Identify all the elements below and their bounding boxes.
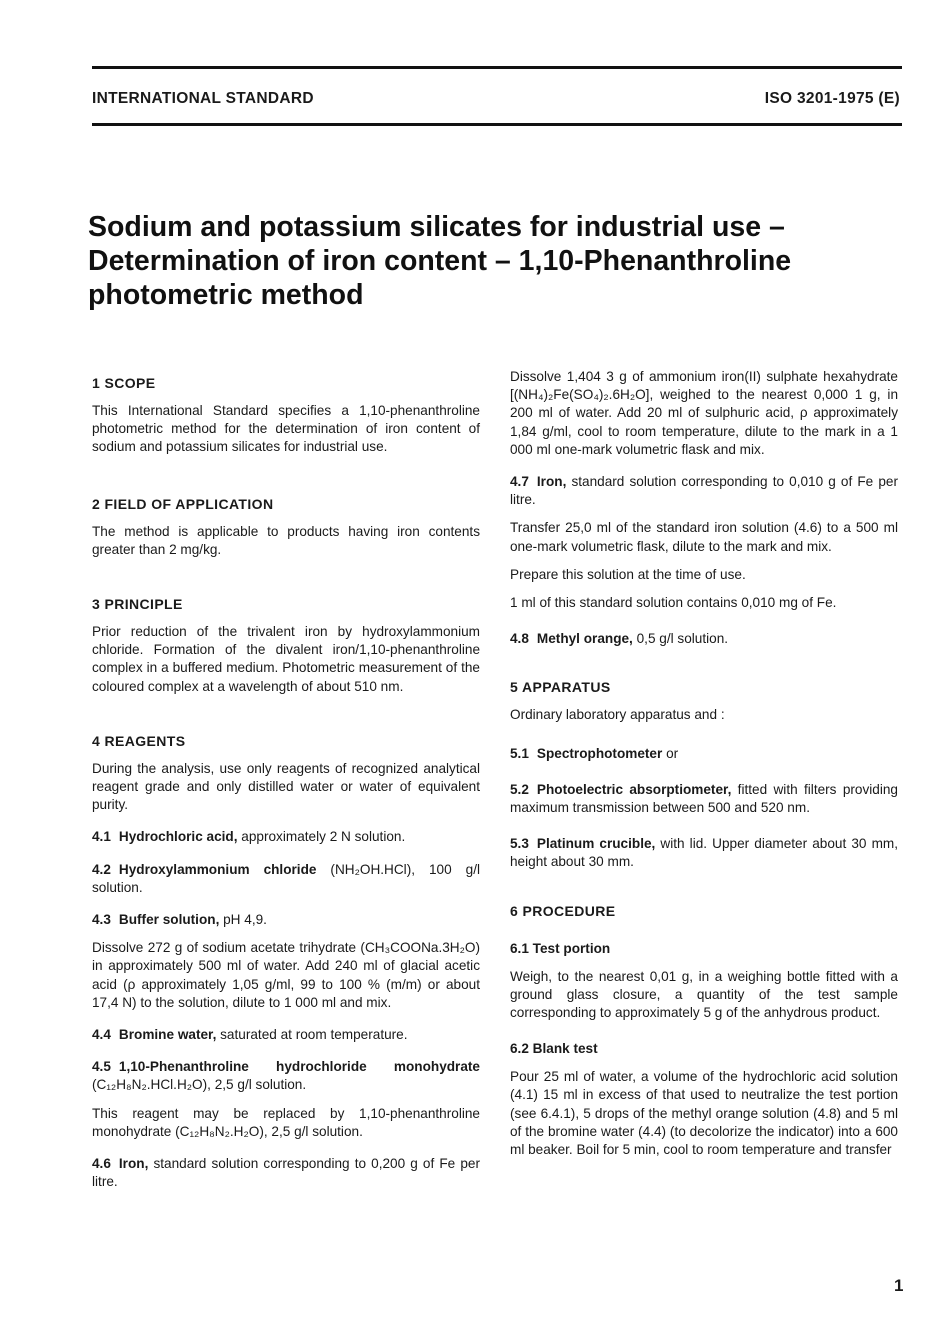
apparatus-5-1: 5.1 Spectrophotometer or <box>510 745 679 761</box>
reagent-4-5: 4.5 1,10-Phenanthroline hydrochloride monohydrate (C₁₂H₈N₂.HCl.H₂O), 2,5 g/l solution. <box>92 1059 480 1093</box>
section-scope-heading: 1 SCOPE <box>92 375 156 391</box>
section-principle-text: Prior reduction of the trivalent iron by hydroxylammonium chloride. Formation of the divalent iron/1,10-phenanthroline complex in a buffered medium. Photometric measurement of the coloured complex at a wavelength of about 510 nm. <box>92 624 480 694</box>
section-principle-heading: 3 PRINCIPLE <box>92 596 183 613</box>
header-document-id: ISO 3201-1975 (E) <box>764 90 900 107</box>
reagent-4-6: 4.6 Iron, standard solution corresponding to 0,200 g of Fe per litre. <box>92 1156 480 1190</box>
title-line-2: Determination of iron content – 1,10-Phenanthroline <box>88 245 792 277</box>
procedure-6-1-heading: 6.1 Test portion <box>510 940 611 956</box>
apparatus-5-3: 5.3 Platinum crucible, with lid. Upper diameter about 30 mm, height about 30 mm. <box>510 836 898 870</box>
section-reagents-text: During the analysis, use only reagents of recognized analytical reagent grade and only distilled water or water of equivalent purity. <box>92 760 480 813</box>
section-reagents-heading: 4 REAGENTS <box>92 732 186 749</box>
apparatus-5-2: 5.2 Photoelectric absorptiometer, fitted with filters providing maximum transmission between 500 and 520 nm. <box>510 781 898 816</box>
section-field-text: The method is applicable to products having iron contents greater than 2 mg/kg. <box>92 523 480 557</box>
reagent-4-2: 4.2 Hydroxylammonium chloride (NH₂OH.HCl), 100 g/l solution. <box>92 861 480 895</box>
reagent-4-7: 4.7 Iron, standard solution corresponding to 0,010 g of Fe per litre. <box>510 474 898 508</box>
section-apparatus-text: Ordinary laboratory apparatus and : <box>510 707 725 723</box>
section-field-heading: 2 FIELD OF APPLICATION <box>92 495 274 512</box>
section-apparatus-heading: 5 APPARATUS <box>510 679 611 696</box>
reagent-4-5-text: This reagent may be replaced by 1,10-phenanthroline monohydrate (C₁₂H₈N₂.H₂O), 2,5 g/l solution. <box>92 1105 480 1139</box>
reagent-4-7-text-2: Prepare this solution at the time of use. <box>510 566 746 582</box>
reagent-4-3-text: Dissolve 272 g of sodium acetate trihydrate (CH₃COONa.3H₂O) in approximately 500 ml of water. Add 240 ml of glacial acetic acid (ρ approximately 1,05 g/ml, 99 to 100 % (m/m) or about 17,4 N) to the solution, dilute to 1 000 ml and mix. <box>92 940 480 1010</box>
header-rule <box>92 123 902 126</box>
procedure-6-1-text: Weigh, to the nearest 0,01 g, in a weighing bottle fitted with a ground glass closure, a quantity of the test sample corresponding to approximately 5 g of the anhydrous product. <box>510 968 898 1021</box>
procedure-6-2-heading: 6.2 Blank test <box>510 1041 598 1057</box>
reagent-4-7-text-1: Transfer 25,0 ml of the standard iron solution (4.6) to a 500 ml one-mark volumetric flask, dilute to the mark and mix. <box>510 520 898 554</box>
left-column <box>92 364 480 1191</box>
section-scope-text: This International Standard specifies a 1,10-phenanthroline photometric method for the determination of iron content of sodium and potassium silicates for industrial use. <box>92 403 480 455</box>
reagent-4-3: 4.3 Buffer solution, pH 4,9. <box>92 912 267 928</box>
reagent-4-4: 4.4 Bromine water, saturated at room temperature. <box>92 1027 408 1043</box>
title-line-3: photometric method <box>88 279 364 311</box>
title-line-1: Sodium and potassium silicates for industrial use – <box>88 211 785 243</box>
page-number: 1 <box>894 1276 904 1295</box>
document-title <box>88 210 908 312</box>
reagent-4-6-text: Dissolve 1,404 3 g of ammonium iron(II) sulphate hexahydrate [(NH₄)₂Fe(SO₄)₂.6H₂O], weighed to the nearest 0,000 1 g, in 200 ml of water. Add 20 ml of sulphuric acid, ρ approximately 1,84 g/ml, cool to room temperature, dilute to the mark in a 1 000 ml one-mark volumetric flask and mix. <box>510 369 898 457</box>
reagent-4-1: 4.1 Hydrochloric acid, approximately 2 N solution. <box>92 829 406 845</box>
header-standard-label: INTERNATIONAL STANDARD <box>92 90 314 107</box>
procedure-6-2-text: Pour 25 ml of water, a volume of the hydrochloric acid solution (4.1) 15 ml in excess of that used to neutralize the test portion (see 6.4.1), 5 drops of the methyl orange solution (4.8) and 5 ml of the bromine water (4.4) (to decolorize the indicator) into a 600 ml beaker. Boil for 5 min, cool to room temperature and transfer <box>510 1069 898 1158</box>
section-procedure-heading: 6 PROCEDURE <box>510 902 616 919</box>
right-column <box>510 364 898 1159</box>
reagent-4-7-text-3: 1 ml of this standard solution contains 0,010 mg of Fe. <box>510 595 837 611</box>
reagent-4-8: 4.8 Methyl orange, 0,5 g/l solution. <box>510 631 729 647</box>
top-rule <box>92 66 902 69</box>
